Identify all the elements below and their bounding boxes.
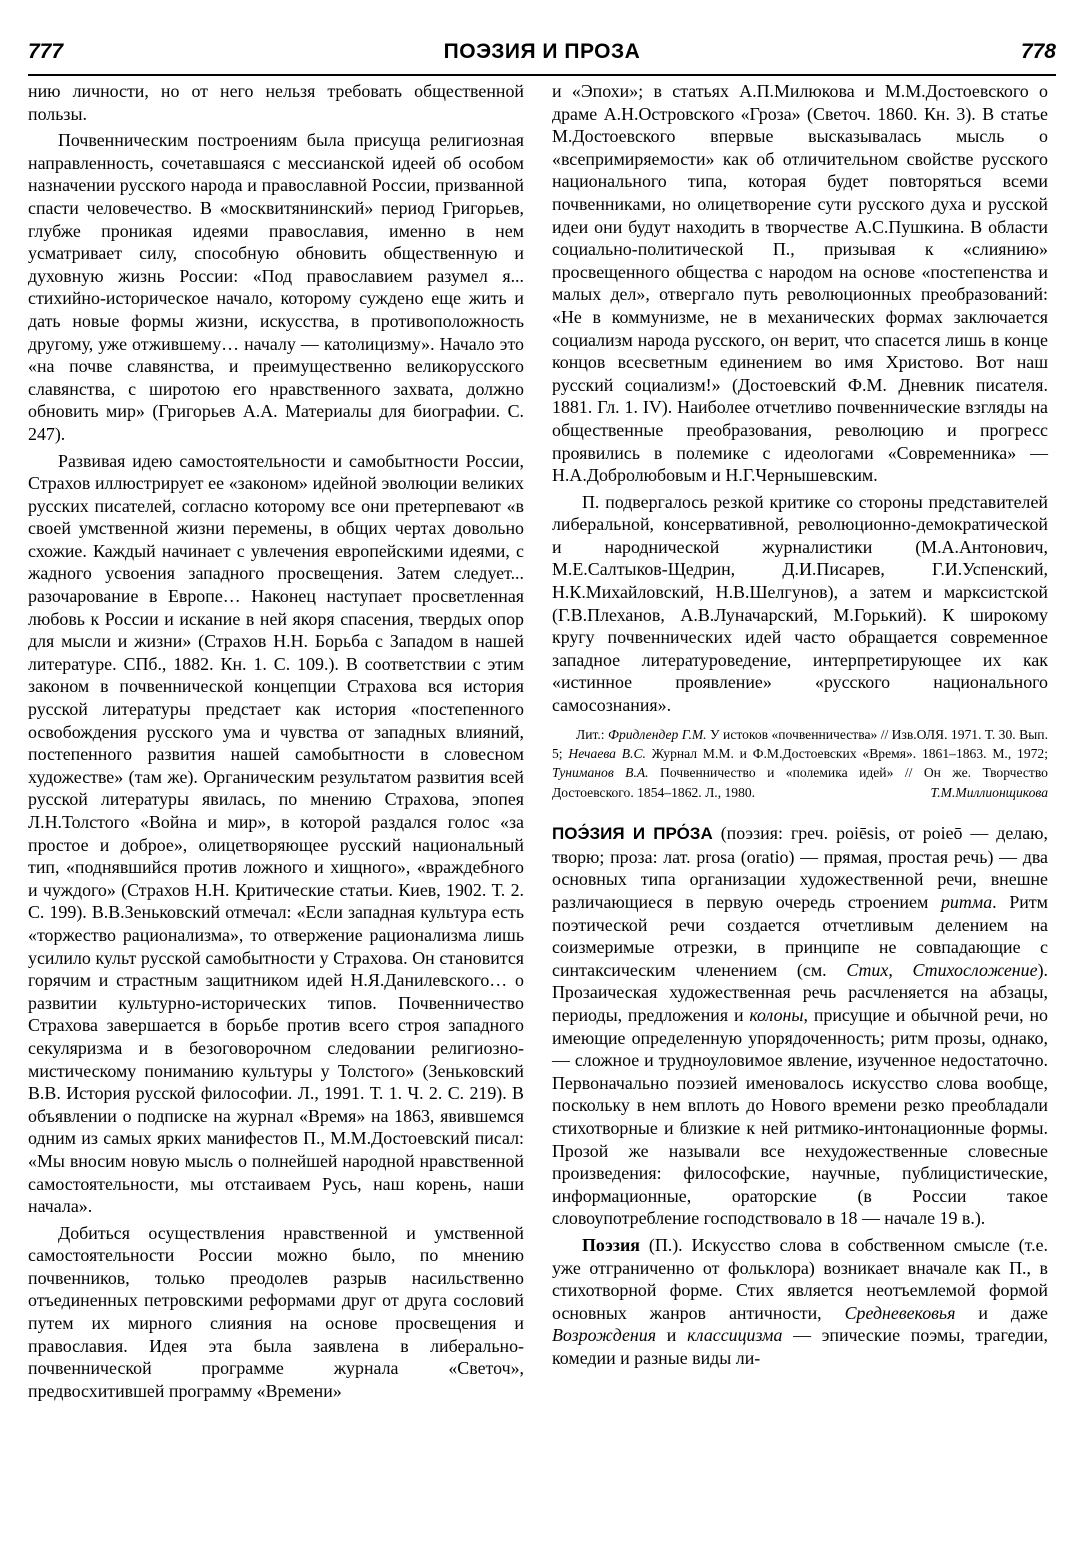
running-title: ПОЭЗИЯ И ПРОЗА bbox=[443, 40, 641, 63]
paragraph-text: (П.). Искусство слова в собственном смысле (т.е. уже отграниченно от фольклора) возникает вначале как П., в стихотворной форме. Стих является неотъемлемой формой основных жанров античности, bbox=[552, 1234, 1048, 1323]
article-text: . Ритм поэтической речи создается отчетливым делением на соизмеримые отрезки, в принципе не совпадающие с синтаксическим членением (см. bbox=[552, 892, 1049, 980]
paragraph bbox=[552, 1234, 1048, 1370]
reference-author: Нечаева В.С. bbox=[568, 746, 646, 762]
left-column bbox=[28, 80, 524, 1402]
paragraph: Развивая идею самостоятельности и самобытности России, Страхов иллюстрирует ее «законом» идейной эволюции великих русских писателей, согласно которому все они претерпевают «в своей умственной жизни перемены, в общих чертах довольно схожие. Каждый начинает с увлечения европейскими идеями, с жадного усвоения западного просвещения. Затем следует... разочарование в Европе… Наконец наступает просветленная любовь к России и искание в ней якоря спасения, твердых опор для мысли и жизни» (Страхов Н.Н. Борьба с Западом в нашей литературе. СПб., 1882. Кн. 1. С. 109.). В соответствии с этим законом в почвеннической концепции Страхова вся история русской литературы предстает как история «постепенного освобождения русского ума и чувства от западных влияний, постепенного развития нашей самобытности в словесном художестве» (там же). Органическим результатом развития всей русской литературы явилась, по мнению Страхова, эпопея Л.Н.Толстого «Война и мир», в которой раздался голос «за простое и доброе», олицетворяющее русский национальный тип, «поднявшийся против ложного и хищного», «враждебного и чуждого» (Страхов Н.Н. Критические статьи. Киев, 1902. Т. 2. С. 199). В.В.Зеньковский отмечал: «Если западная культура есть «торжество рационализма», то отвержение рационализма лишь усилило культ русской самобытности у Страхова. Он становится горячим и страстным защитником идей Н.Я.Данилевского… о развитии культурно-исторических типов. Почвенничество Страхова завершается в борьбе против всего строя западного секуляризма и в безоговорочном следовании религиозно-мистическому пониманию культуры у Толстого» (Зеньковский В.В. История русской философии. Л., 1991. Т. 1. Ч. 2. С. 219). В объявлении о подписке на журнал «Время» на 1863, явившемся одним из самых ярких манифестов П., М.М.Достоевский писал: «Мы вносим новую мысль о полнейшей народной нравственной самостоятельности, мы отстаиваем Русь, наш корень, наши начала». bbox=[28, 450, 524, 1217]
reference-text: У истоков «почвенничества» // Изв.ОЛЯ. 1971. Т. 30. Вып. 5; bbox=[552, 726, 1048, 762]
literature-label: Лит.: bbox=[576, 726, 605, 742]
running-header bbox=[28, 30, 1056, 76]
paragraph-text: и даже bbox=[978, 1302, 1048, 1323]
article-entry bbox=[552, 822, 1048, 1230]
article-term-link: колоны bbox=[749, 1005, 804, 1025]
article-text: ). Прозаическая художественная речь расчленяется на абзацы, периоды, предложения и bbox=[552, 959, 1048, 1025]
paragraph: нию личности, но от него нельзя требовать общественной пользы. bbox=[28, 81, 524, 124]
article-text: (поэзия: греч. poiēsis, от poieō — делаю, творю; проза: лат. prosa (oratio) — прямая, простая речь) — два основных типа организации художественной речи, внешне различающиеся в первую очередь строением bbox=[552, 823, 1049, 913]
section-term: Поэзия bbox=[582, 1234, 640, 1255]
reference-text: Журнал М.М. и Ф.М.Достоевских «Время». 1861–1863. М., 1972; bbox=[651, 746, 1048, 762]
paragraph: Добиться осуществления нравственной и умственной самостоятельности России можно было, по мнению почвенников, только преодолев разрыв насильственно отъединенных петровскими реформами друг от друга сословий путем их мирного слияния на основе просвещения и православия. Идея эта была заявлена в либерально-почвеннической программе журнала «Светоч», предвосхитившей программу «Времени» bbox=[28, 1222, 524, 1401]
paragraph-text: и bbox=[666, 1325, 677, 1346]
article-term-link: ритма bbox=[940, 892, 993, 913]
literature-references bbox=[552, 725, 1048, 803]
article-term-link: классицизма bbox=[687, 1325, 783, 1346]
author-signature: Т.М.Миллионщикова bbox=[930, 784, 1048, 800]
article-term-link: Стих, Стихосложение bbox=[846, 959, 1038, 980]
paragraph: П. подвергалось резкой критике со стороны представителей либеральной, консервативной, революционно-демократической и народнической журналистики (М.А.Антонович, М.Е.Салтыков-Щедрин, Д.И.Писарев, Г.И.Успенский, Н.К.Михайловский, Н.В.Шелгунов), а затем и марксистской (Г.В.Плеханов, А.В.Луначарский, М.Горький). К широкому кругу почвеннических идей часто обращается современное западное литературоведение, интерпретирующее их как «истинное проявление» «русского национального самосознания». bbox=[552, 491, 1048, 716]
paragraph: Почвенническим построениям была присуща религиозная направленность, сочетавшаяся с мессианской идеей об особом назначении русского народа и православной России, призванной спасти человечество. В «москвитянинский» период Григорьев, глубже проникая идеями православия, именно в нем усматривает силу, способную обновить общественную и духовную жизнь России: «Под православием разумел я... стихийно-историческое начало, которому суждено еще жить и дать новые формы жизни, искусства, в противоположность другому, уже отжившему… началу — католицизму». Начало это «на почве славянства, и преимущественно великорусского славянства, с широтою его нравственного захвата, должно обновить мир» (Григорьев А.А. Материалы для биографии. С. 247). bbox=[28, 130, 524, 444]
article-text: , присущие и обычной речи, но имеющие определенную упорядоченность; ритм прозы, однако, — сложное и трудноуловимое явление, изученное недостаточно. Первоначально поэзией именовалось искусство слова вообще, поскольку в нем вплоть до Нового времени резко преобладали стихотворные и близкие к ней ритмико-интонационные формы. Прозой же называли все нехудожественные словесные произведения: философские, научные, публицистические, информационные, ораторские (в России такое словоупотребление господствовало в 18 — начале 19 в.). bbox=[552, 1005, 1048, 1229]
page-number-left: 777 bbox=[28, 40, 64, 63]
paragraph: и «Эпохи»; в статьях А.П.Милюкова и М.М.Достоевского о драме А.Н.Островского «Гроза» (Светоч. 1860. Кн. 3). В статье М.Достоевского впервые высказывалась мысль о «всепримиряемости» как об отличительном свойстве русского национального типа, которая будет повторяться всеми почвенниками, но олицетворение сути русского духа и русской идеи они будут находить в творчестве А.С.Пушкина. В области социально-политической П., призывая к «слиянию» просвещенного общества с народом на основе «постепенства и малых дел», отвергало путь революционных преобразований: «Не в коммунизме, не в механических формах заключается социализм народа русского, он верит, что спасется лишь в конце концов всесветным единением во имя Христово. Вот наш русский социализм!» (Достоевский Ф.М. Дневник писателя. 1881. Гл. 1. IV). Наиболее отчетливо почвеннические взгляды на общественные преобразования, революцию и прогресс проявились в полемике с идеологами «Современника» — Н.А.Добролюбовым и Н.Г.Чернышевским. bbox=[552, 81, 1048, 486]
page-number-right: 778 bbox=[1020, 40, 1056, 63]
article-term-link: Возрождения bbox=[552, 1325, 657, 1346]
right-column bbox=[552, 80, 1048, 1370]
reference-author: Фридлендер Г.М. bbox=[608, 726, 707, 742]
paragraph-text: — эпические поэмы, трагедии, комедии и разные виды ли- bbox=[552, 1325, 1048, 1368]
reference-text: Почвенничество и «полемика идей» // Он же. Творчество Достоевского. 1854–1862. Л., 1980. bbox=[552, 765, 1048, 800]
article-term-link: Средневековья bbox=[844, 1302, 956, 1323]
reference-author: Туниманов В.А. bbox=[552, 765, 649, 781]
article-headword: ПОЭ́ЗИЯ И ПРО́ЗА bbox=[552, 824, 713, 844]
